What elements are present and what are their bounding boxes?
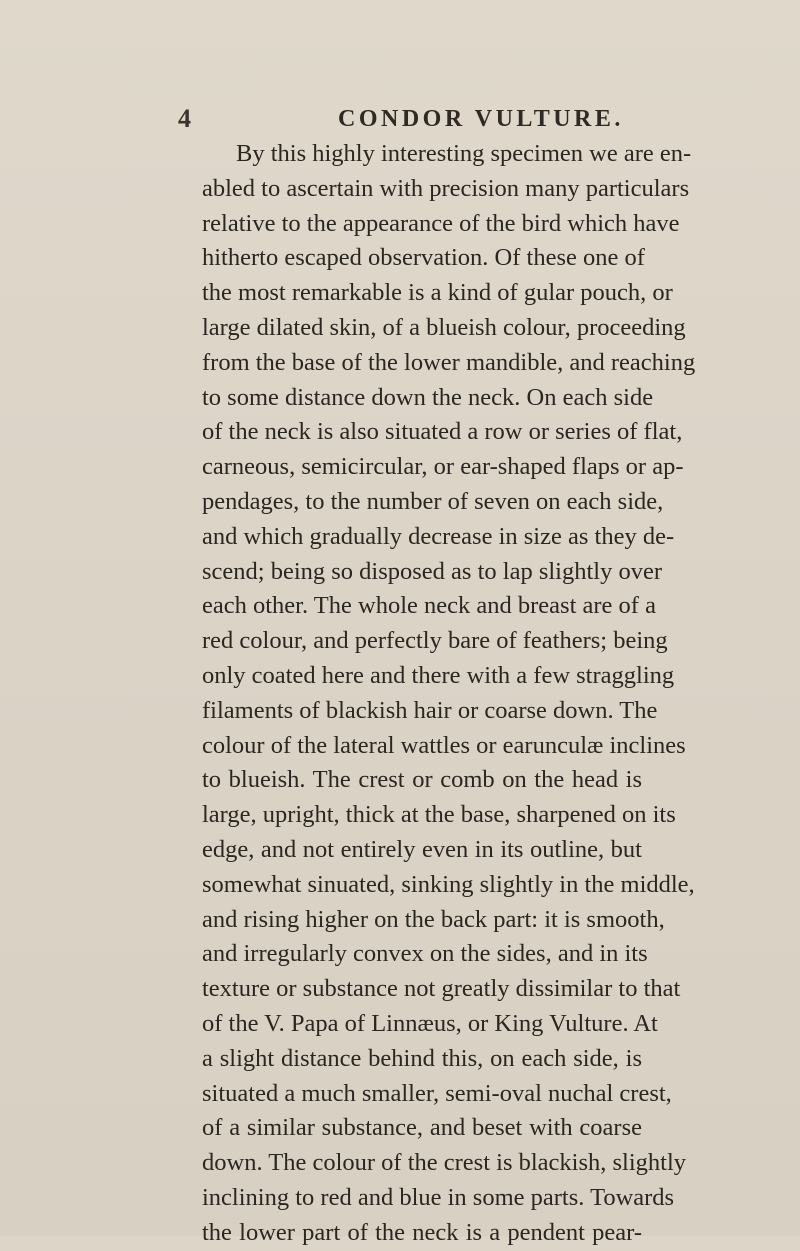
text-line: a slight distance behind this, on each side, is [202, 1044, 642, 1072]
text-line: filaments of blackish hair or coarse down. The [202, 696, 658, 724]
text-line: abled to ascertain with precision many particulars [202, 174, 690, 202]
text-line: texture or substance not greatly dissimilar to that [202, 975, 681, 1003]
text-line: hitherto escaped observation. Of these one of [202, 244, 645, 272]
text-line: relative to the appearance of the bird which have [202, 209, 680, 237]
text-line: carneous, semicircular, or ear-shaped flaps or ap- [202, 453, 684, 481]
text-line: By this highly interesting specimen we are en- [236, 140, 692, 167]
text-line: red colour, and perfectly bare of feathers; being [202, 627, 668, 655]
text-line: the most remarkable is a kind of gular pouch, or [202, 279, 673, 307]
text-line: of the neck is also situated a row or series of flat, [202, 418, 683, 446]
text-line: large, upright, thick at the base, sharpened on its [202, 801, 676, 829]
text-line: to blueish. The crest or comb on the head is [202, 766, 642, 794]
text-line: inclining to red and blue in some parts. Towards [202, 1183, 675, 1211]
text-line: to some distance down the neck. On each side [202, 383, 654, 411]
text-line: of a similar substance, and beset with coarse [202, 1114, 642, 1142]
text-line: of the V. Papa of Linnæus, or King Vulture. At [202, 1009, 658, 1037]
text-line: large dilated skin, of a blueish colour, proceeding [202, 313, 686, 341]
text-line: the lower part of the neck is a pendent pear- [202, 1218, 642, 1246]
text-line: edge, and not entirely even in its outline, but [202, 835, 642, 863]
text-line: pendages, to the number of seven on each side, [202, 487, 664, 515]
text-line: each other. The whole neck and breast are of a [202, 592, 656, 620]
text-line: only coated here and there with a few straggling [202, 661, 675, 689]
text-line: and irregularly convex on the sides, and in its [202, 940, 648, 968]
text-line: scend; being so disposed as to lap slightly over [202, 557, 662, 585]
running-head [0, 104, 800, 134]
body-paragraph [202, 137, 696, 1251]
text-line: from the base of the lower mandible, and reaching [202, 348, 696, 376]
text-line: and rising higher on the back part: it is smooth, [202, 905, 665, 933]
page-number: 4 [178, 104, 191, 133]
text-line: down. The colour of the crest is blackish, slightly [202, 1149, 687, 1177]
text-line: and which gradually decrease in size as they de- [202, 522, 675, 550]
text-line: situated a much smaller, semi-oval nuchal crest, [202, 1079, 672, 1107]
chapter-title: CONDOR VULTURE. [338, 106, 624, 132]
text-line: somewhat sinuated, sinking slightly in the middle, [202, 870, 695, 898]
text-line: colour of the lateral wattles or earunculæ inclines [202, 731, 686, 759]
